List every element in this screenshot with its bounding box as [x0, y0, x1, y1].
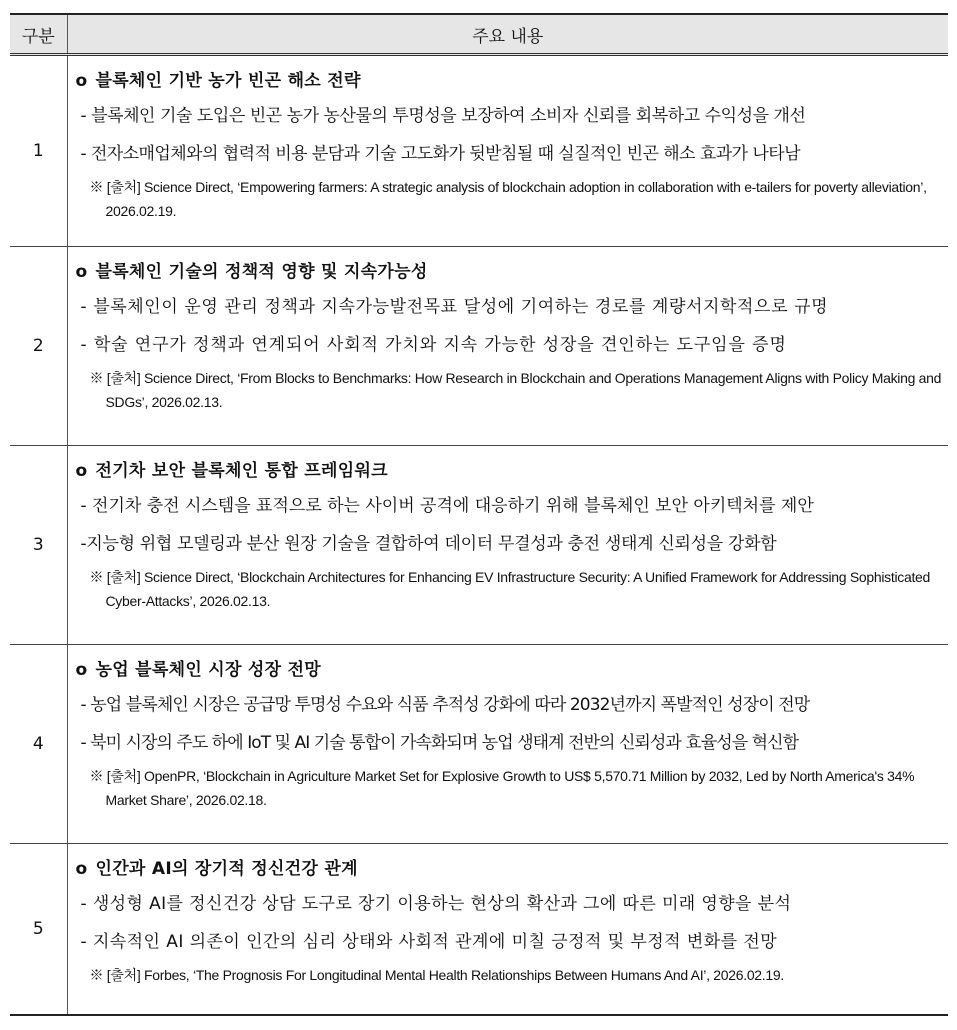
item-source: ※ [출처] Science Direct, ‘Blockchain Architectures for Enhancing EV Infrastructure Security: A Unified Framework for Addressing Sophisticated Cyber-Attacks’, 2026.02.13.: [89, 569, 931, 609]
item-line: - 농업 블록체인 시장은 공급망 투명성 수요와 식품 추적성 강화에 따라 2032년까지 폭발적인 성장이 전망: [80, 695, 810, 715]
item-line: - 블록체인이 운영 관리 정책과 지속가능발전목표 달성에 기여하는 경로를 계량서지학적으로 규명: [80, 297, 829, 317]
item-title: o 농업 블록체인 시장 성장 전망: [75, 660, 322, 680]
row-content: [67, 55, 948, 247]
item-line: - 생성형 AI를 정신건강 상담 도구로 장기 이용하는 현상의 확산과 그에 따른 미래 영향을 분석: [80, 894, 792, 914]
table-row: [10, 645, 948, 844]
row-number: 1: [10, 55, 67, 247]
table-row: [10, 247, 948, 446]
item-title: o 블록체인 기반 농가 빈곤 해소 전략: [75, 71, 361, 91]
item-line: - 전기차 충전 시스템을 표적으로 하는 사이버 공격에 대응하기 위해 블록체인 보안 아키텍처를 제안: [80, 496, 814, 516]
item-line: - 지속적인 AI 의존이 인간의 심리 상태와 사회적 관계에 미칠 긍정적 및 부정적 변화를 전망: [80, 932, 778, 952]
row-content: [67, 247, 948, 446]
item-title: o 전기차 보안 블록체인 통합 프레임워크: [75, 461, 388, 481]
circle-bullet-icon: o: [75, 262, 88, 282]
row-number: 4: [10, 645, 67, 844]
circle-bullet-icon: o: [75, 660, 88, 680]
row-content: [67, 446, 948, 645]
row-content: [67, 645, 948, 844]
table-row: [10, 446, 948, 645]
item-line: - 북미 시장의 주도 하에 IoT 및 AI 기술 통합이 가속화되며 농업 생태계 전반의 신뢰성과 효율성을 혁신함: [80, 733, 799, 753]
table-header-row: [10, 14, 948, 55]
item-line: - 블록체인 기술 도입은 빈곤 농가 농산물의 투명성을 보장하여 소비자 신뢰를 회복하고 수익성을 개선: [80, 106, 806, 126]
summary-table: [10, 13, 948, 1016]
circle-bullet-icon: o: [75, 859, 88, 879]
table-row: [10, 844, 948, 1016]
header-content: 주요 내용: [67, 14, 948, 55]
item-line: - 학술 연구가 정책과 연계되어 사회적 가치와 지속 가능한 성장을 견인하는 도구임을 증명: [80, 335, 787, 355]
table-row: [10, 55, 948, 247]
row-number: 5: [10, 844, 67, 1016]
circle-bullet-icon: o: [75, 461, 88, 481]
header-category: 구분: [10, 14, 67, 55]
item-source: ※ [출처] Science Direct, ‘Empowering farmers: A strategic analysis of blockchain adoption in collaboration with e-tailers for poverty alleviation’, 2026.02.19.: [89, 179, 927, 219]
item-source: ※ [출처] Science Direct, ‘From Blocks to Benchmarks: How Research in Blockchain and Operations Management Aligns with Policy Making and SDGs’, 2026.02.13.: [89, 370, 942, 410]
row-content: [67, 844, 948, 1016]
circle-bullet-icon: o: [75, 71, 88, 91]
item-source: ※ [출처] OpenPR, ‘Blockchain in Agriculture Market Set for Explosive Growth to US$ 5,570.71 Million by 2032, Led by North America's 34% Market Share’, 2026.02.18.: [89, 768, 915, 808]
row-number: 3: [10, 446, 67, 645]
item-source: ※ [출처] Forbes, ‘The Prognosis For Longitudinal Mental Health Relationships Between Humans And AI’, 2026.02.19.: [89, 967, 784, 983]
item-title: o 인간과 AI의 장기적 정신건강 관계: [75, 859, 358, 879]
item-line: - 전자소매업체와의 협력적 비용 분담과 기술 고도화가 뒷받침될 때 실질적인 빈곤 해소 효과가 나타남: [80, 144, 800, 164]
row-number: 2: [10, 247, 67, 446]
item-title: o 블록체인 기술의 정책적 영향 및 지속가능성: [75, 262, 428, 282]
item-line: -지능형 위협 모델링과 분산 원장 기술을 결합하여 데이터 무결성과 충전 생태계 신뢰성을 강화함: [80, 534, 777, 554]
